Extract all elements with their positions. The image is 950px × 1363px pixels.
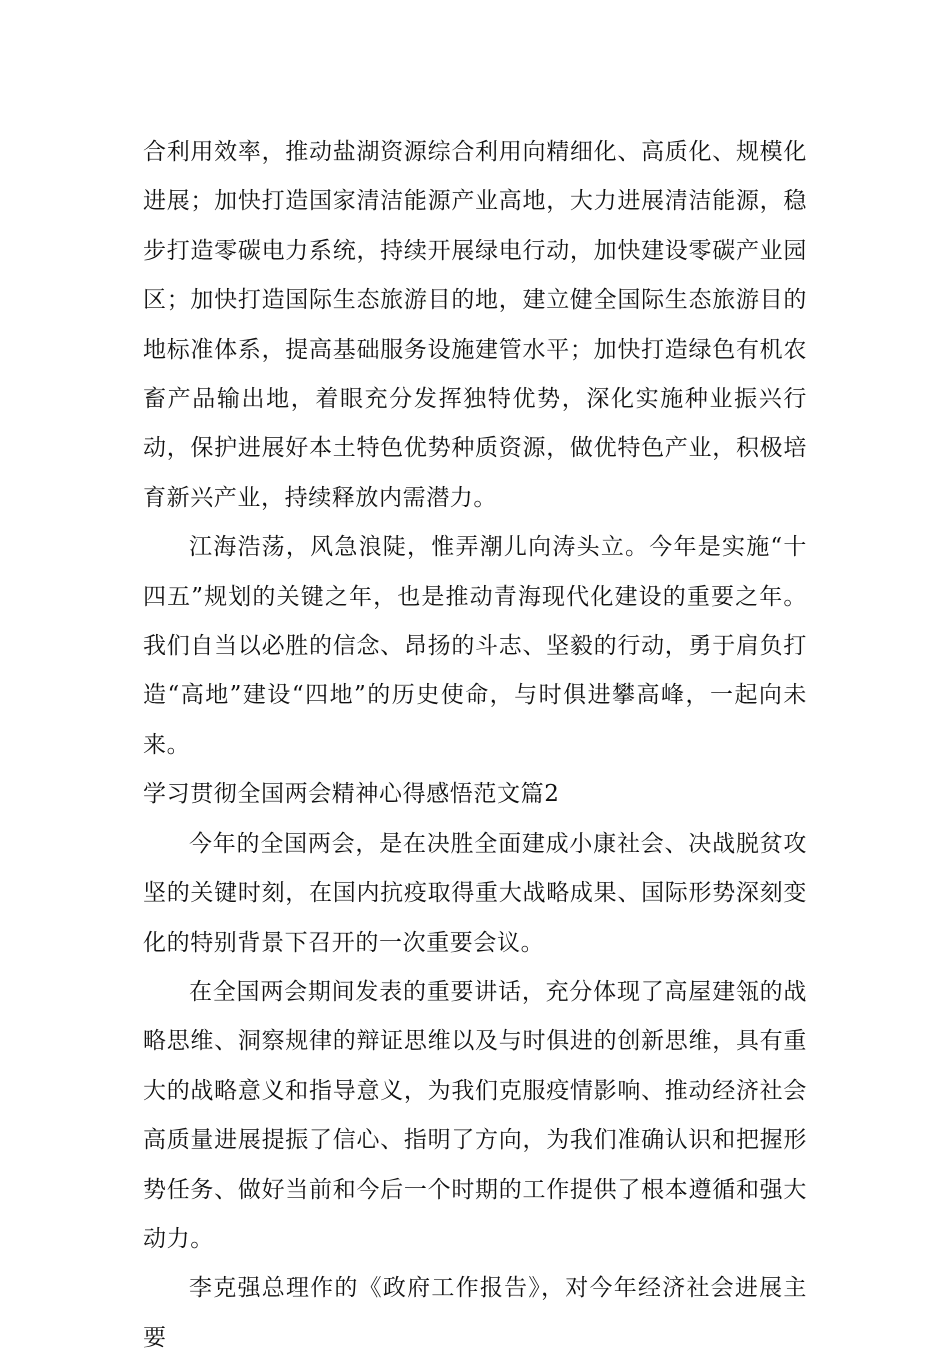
- paragraph-closing-remarks: 江海浩荡，风急浪陡，惟弄潮儿向涛头立。今年是实施“十四五”规划的关键之年，也是推动青海现代化建设的重要之年。我们自当以必胜的信念、昂扬的斗志、坚毅的行动，勇于肩负打造“高地”建设“四地”的历史使命，与时俱进攀高峰，一起向未来。: [143, 534, 807, 758]
- paragraph-important-speech: 在全国两会期间发表的重要讲话，充分体现了高屋建瓴的战略思维、洞察规律的辩证思维以及与时俱进的创新思维，具有重大的战略意义和指导意义，为我们克服疫情影响、推动经济社会高质量进展提振了信心、指明了方向，为我们准确认识和把握形势任务、做好当前和今后一个时期的工作提供了根本遵循和强大动力。: [143, 978, 807, 1252]
- paragraph-government-report: 李克强总理作的《政府工作报告》，对今年经济社会进展主要: [143, 1275, 807, 1351]
- section-heading: 学习贯彻全国两会精神心得感悟范文篇2: [143, 781, 560, 808]
- document-body: [143, 128, 807, 1363]
- paragraph-two-sessions-intro: 今年的全国两会，是在决胜全面建成小康社会、决战脱贫攻坚的关键时刻，在国内抗疫取得重大战略成果、国际形势深刻变化的特别背景下召开的一次重要会议。: [143, 830, 807, 956]
- paragraph-resource-utilization: 合利用效率，推动盐湖资源综合利用向精细化、高质化、规模化进展；加快打造国家清洁能源产业高地，大力进展清洁能源，稳步打造零碳电力系统，持续开展绿电行动，加快建设零碳产业园区；加快打造国际生态旅游目的地，建立健全国际生态旅游目的地标准体系，提高基础服务设施建管水平；加快打造绿色有机农畜产品输出地，着眼充分发挥独特优势，深化实施种业振兴行动，保护进展好本土特色优势种质资源，做优特色产业，积极培育新兴产业，持续释放内需潜力。: [143, 139, 807, 511]
